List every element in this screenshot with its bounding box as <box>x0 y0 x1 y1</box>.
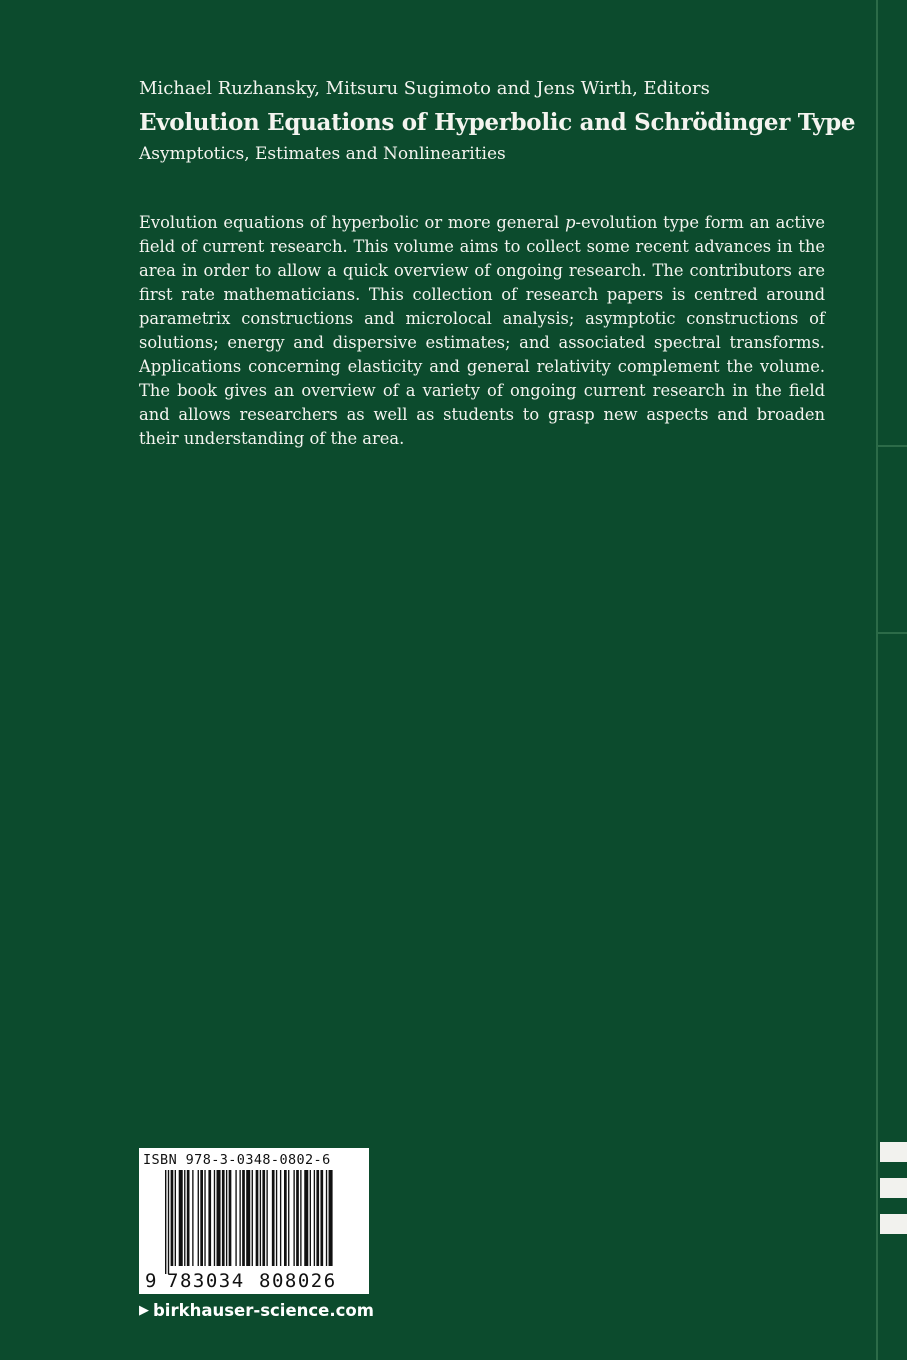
description-part: Evolution equations of hyperbolic or more general <box>139 213 566 232</box>
barcode-bar <box>252 1170 253 1266</box>
spine-mark <box>878 632 907 634</box>
book-description <box>139 211 825 451</box>
barcode-bar <box>229 1170 232 1266</box>
description-part: -evolution type form an active field of current research. This volume aims to collect some recent advances in the area in order to allow a quick overview of ongoing research. The contributors are first rate mathematicians. This collection of research papers is centred around parametrix constructions and microlocal analysis; asymptotic constructions of solutions; energy and dispersive estimates; and associated spectral transforms. Applications concerning elasticity and general relativity complement the volume. The book gives an overview of a variety of ongoing current research in the field and allows researchers as well as students to grasp new aspects and broaden their understanding of the area. <box>139 213 825 448</box>
barcode-bar <box>226 1170 227 1266</box>
barcode-bar <box>200 1170 203 1266</box>
barcode-bars <box>165 1170 333 1274</box>
barcode-bar <box>329 1170 333 1266</box>
description-italic: p <box>565 213 576 232</box>
barcode-bar <box>262 1170 265 1266</box>
barcode-bar <box>320 1170 323 1266</box>
barcode-bar <box>256 1170 259 1266</box>
barcode-bar <box>310 1170 311 1266</box>
barcode-icon <box>143 1170 365 1292</box>
barcode-bar <box>260 1170 261 1266</box>
barcode-bar <box>288 1170 289 1266</box>
barcode-bar <box>192 1170 193 1266</box>
publisher-website[interactable] <box>139 1301 374 1320</box>
barcode-bar <box>314 1170 315 1266</box>
barcode-bar <box>235 1170 236 1266</box>
barcode-bar <box>316 1170 319 1266</box>
barcode-bar <box>296 1170 299 1266</box>
spine-mark <box>878 445 907 447</box>
barcode-bar <box>179 1170 183 1266</box>
barcode-bar <box>266 1170 267 1266</box>
isbn-barcode-box <box>139 1148 369 1294</box>
barcode-bar <box>239 1170 240 1266</box>
barcode-guard-bar <box>165 1170 166 1274</box>
barcode-bar <box>217 1170 221 1266</box>
triangle-right-icon: ▶ <box>139 1303 149 1318</box>
barcode-bar <box>293 1170 294 1266</box>
barcode-first-digit: 9 <box>145 1270 157 1292</box>
barcode-bar <box>242 1170 245 1266</box>
spine-tab <box>880 1142 907 1162</box>
barcode-bar <box>171 1170 174 1266</box>
book-subtitle: Asymptotics, Estimates and Nonlinearities <box>139 144 506 164</box>
spine-tab <box>880 1214 907 1234</box>
barcode-bar <box>184 1170 185 1266</box>
barcode-bar <box>272 1170 275 1266</box>
barcode-bar <box>280 1170 281 1266</box>
spine-tab <box>880 1178 907 1198</box>
barcode-bar <box>284 1170 287 1266</box>
barcode-digits-left: 783034 <box>167 1270 245 1292</box>
barcode-bar <box>326 1170 327 1266</box>
barcode-bar <box>304 1170 308 1266</box>
barcode-bar <box>276 1170 277 1266</box>
spine-fold-line <box>876 0 878 1360</box>
barcode-bar <box>222 1170 225 1266</box>
editors-line: Michael Ruzhansky, Mitsuru Sugimoto and Jens Wirth, Editors <box>139 78 710 99</box>
barcode-guard-bar <box>168 1170 169 1274</box>
barcode-bar <box>246 1170 250 1266</box>
website-text: birkhauser-science.com <box>153 1301 374 1320</box>
barcode-bar <box>204 1170 205 1266</box>
barcode-bar <box>175 1170 176 1266</box>
barcode-bar <box>214 1170 215 1266</box>
barcode-bar <box>187 1170 190 1266</box>
barcode-digits-right: 808026 <box>259 1270 337 1292</box>
barcode-bar <box>300 1170 301 1266</box>
isbn-label: ISBN 978-3-0348-0802-6 <box>143 1152 331 1168</box>
barcode-bar <box>198 1170 199 1266</box>
book-title: Evolution Equations of Hyperbolic and Schrödinger Type <box>139 109 856 136</box>
barcode-bar <box>208 1170 211 1266</box>
